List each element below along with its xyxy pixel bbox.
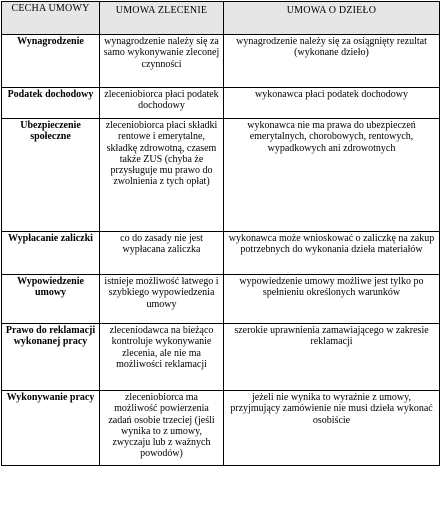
row-mandate-cell: zleceniobiorca ma możliwość powierzenia zadań osobie trzeciej (jeśli wynika to z umowy, zwyczaju lub z ważnych powodów) [100, 391, 224, 466]
row-work-cell: szerokie uprawnienia zamawiającego w zakresie reklamacji [224, 324, 440, 391]
row-mandate-cell: co do zasady nie jest wypłacana zaliczka [100, 232, 224, 275]
row-work-cell: wykonawca może wnioskować o zaliczkę na zakup potrzebnych do wykonania dzieła materiałów [224, 232, 440, 275]
table-row [2, 324, 440, 391]
row-mandate-cell: zleceniodawca na bieżąco kontroluje wykonywanie zlecenia, ale nie ma możliwości reklamacji [100, 324, 224, 391]
row-work-cell: jeżeli nie wynika to wyraźnie z umowy, przyjmujący zamówienie nie musi dzieła wykonać osobiście [224, 391, 440, 466]
table-row [2, 119, 440, 232]
table-header [2, 2, 440, 35]
table-row [2, 35, 440, 88]
row-mandate-cell: zleceniobiorca płaci składki rentowe i emerytalne, składkę zdrowotną, czasem także ZUS (chyba że przysługuje mu prawo do zwolnienia z tych opłat) [100, 119, 224, 232]
row-feature: Ubezpieczenie społeczne [2, 119, 100, 232]
header-contract-work-label: UMOWA O DZIEŁO [286, 5, 377, 16]
header-contract-mandate [100, 2, 224, 35]
row-mandate-cell: zleceniobiorca płaci podatek dochodowy [100, 88, 224, 119]
row-work-cell: wynagrodzenie należy się za osiągnięty rezultat (wykonane dzieło) [224, 35, 440, 88]
header-contract-work [224, 2, 440, 35]
row-feature: Wykonywanie pracy [2, 391, 100, 466]
row-feature: Wynagrodzenie [2, 35, 100, 88]
table-row [2, 232, 440, 275]
row-feature: Wypłacanie zaliczki [2, 232, 100, 275]
row-feature: Podatek dochodowy [2, 88, 100, 119]
table-row [2, 88, 440, 119]
row-work-cell: wykonawca płaci podatek dochodowy [224, 88, 440, 119]
row-mandate-cell: wynagrodzenie należy się za samo wykonywanie zleconej czynności [100, 35, 224, 88]
row-feature: Prawo do reklamacji wykonanej pracy [2, 324, 100, 391]
comparison-table [1, 1, 440, 466]
header-contract-mandate-label: UMOWA ZLECENIE [115, 5, 208, 16]
header-feature: CECHA UMOWY [2, 2, 100, 35]
table-row [2, 275, 440, 324]
table-row [2, 391, 440, 466]
row-work-cell: wypowiedzenie umowy możliwe jest tylko po spełnieniu określonych warunków [224, 275, 440, 324]
row-mandate-cell: istnieje możliwość łatwego i szybkiego wypowiedzenia umowy [100, 275, 224, 324]
row-feature: Wypowiedzenie umowy [2, 275, 100, 324]
row-work-cell: wykonawca nie ma prawa do ubezpieczeń emerytalnych, chorobowych, rentowych, wypadkowych ani zdrowotnych [224, 119, 440, 232]
